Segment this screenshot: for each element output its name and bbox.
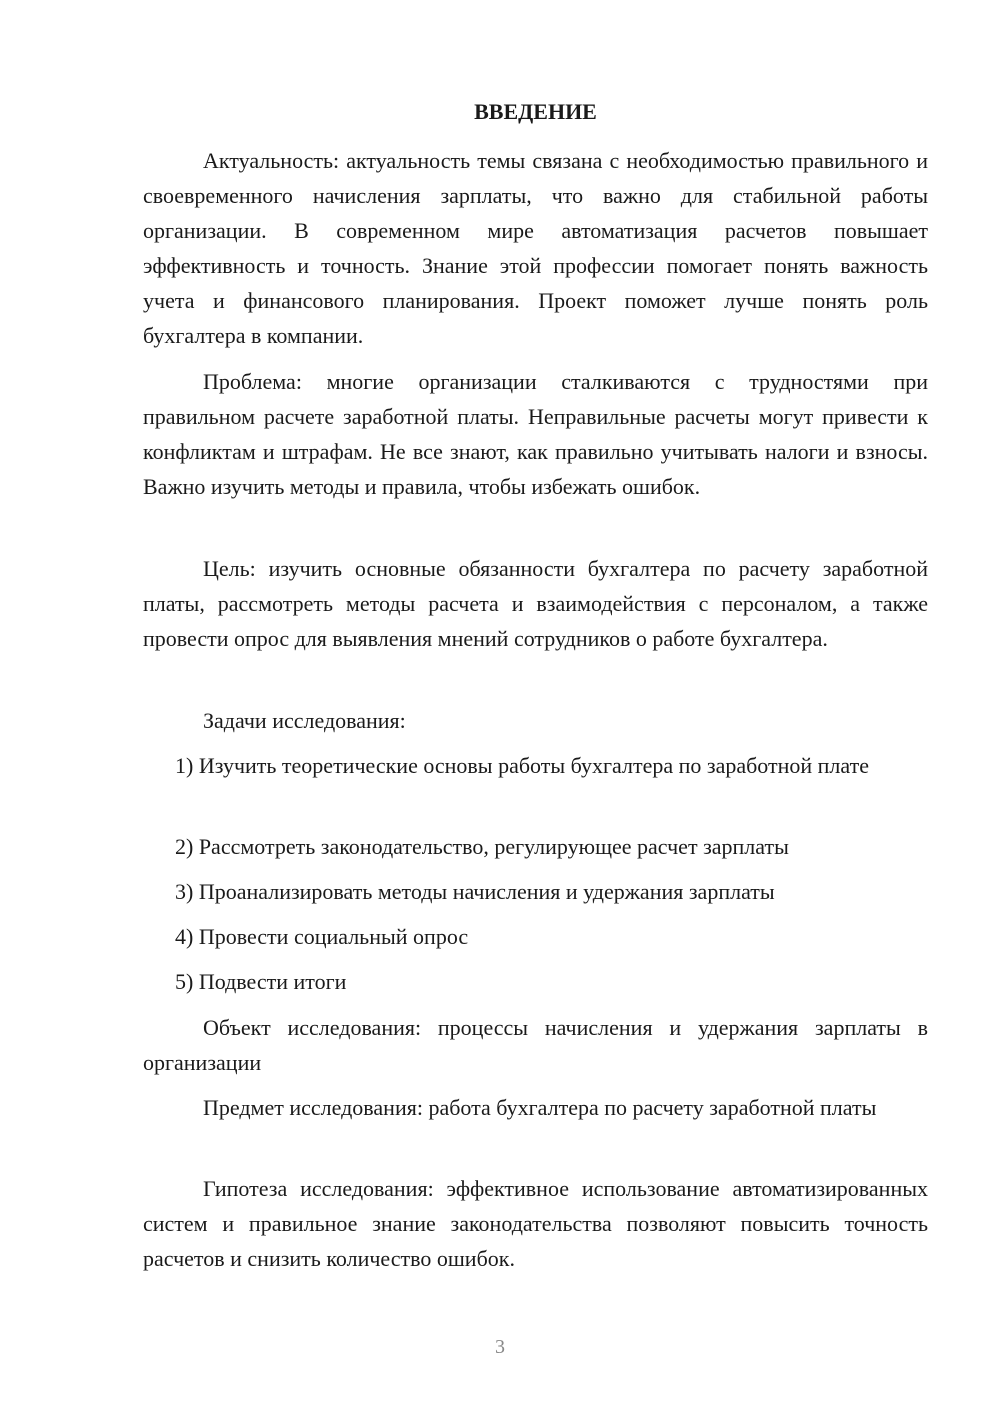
task-item: 4) Провести социальный опрос bbox=[175, 924, 469, 949]
paragraph-subject: Предмет исследования: работа бухгалтера по расчету заработной платы bbox=[203, 1095, 877, 1120]
paragraph-relevance: Актуальность: актуальность темы связана с необходимостью правильного и своевременного начисления зарплаты, что важно для стабильной работы организации. В современном мире автоматизация расчетов повышает эффективность и точность. Знание этой профессии помогает понять важность учета и финансового планирования. Проект поможет лучше понять роль бухгалтера в компании. bbox=[143, 148, 928, 348]
paragraph-hypothesis: Гипотеза исследования: эффективное использование автоматизированных систем и правильное знание законодательства позволяют повысить точность расчетов и снизить количество ошибок. bbox=[143, 1176, 928, 1271]
page-number: 3 bbox=[495, 1336, 505, 1358]
paragraph-goal: Цель: изучить основные обязанности бухгалтера по расчету заработной платы, рассмотреть методы расчета и взаимодействия с персоналом, а также провести опрос для выявления мнений сотрудников о работе бухгалтера. bbox=[143, 556, 928, 651]
paragraph-problem: Проблема: многие организации сталкиваются с трудностями при правильном расчете заработной платы. Неправильные расчеты могут привести к конфликтам и штрафам. Не все знают, как правильно учитывать налоги и взносы. Важно изучить методы и правила, чтобы избежать ошибок. bbox=[143, 369, 928, 499]
task-item: 2) Рассмотреть законодательство, регулирующее расчет зарплаты bbox=[175, 834, 789, 859]
task-item: 3) Проанализировать методы начисления и удержания зарплаты bbox=[175, 879, 775, 904]
task-item: 1) Изучить теоретические основы работы бухгалтера по заработной плате bbox=[175, 753, 869, 778]
tasks-title: Задачи исследования: bbox=[203, 708, 406, 733]
task-item: 5) Подвести итоги bbox=[175, 969, 347, 994]
section-heading: ВВЕДЕНИЕ bbox=[474, 99, 597, 124]
paragraph-object: Объект исследования: процессы начисления и удержания зарплаты в организации bbox=[143, 1015, 928, 1075]
